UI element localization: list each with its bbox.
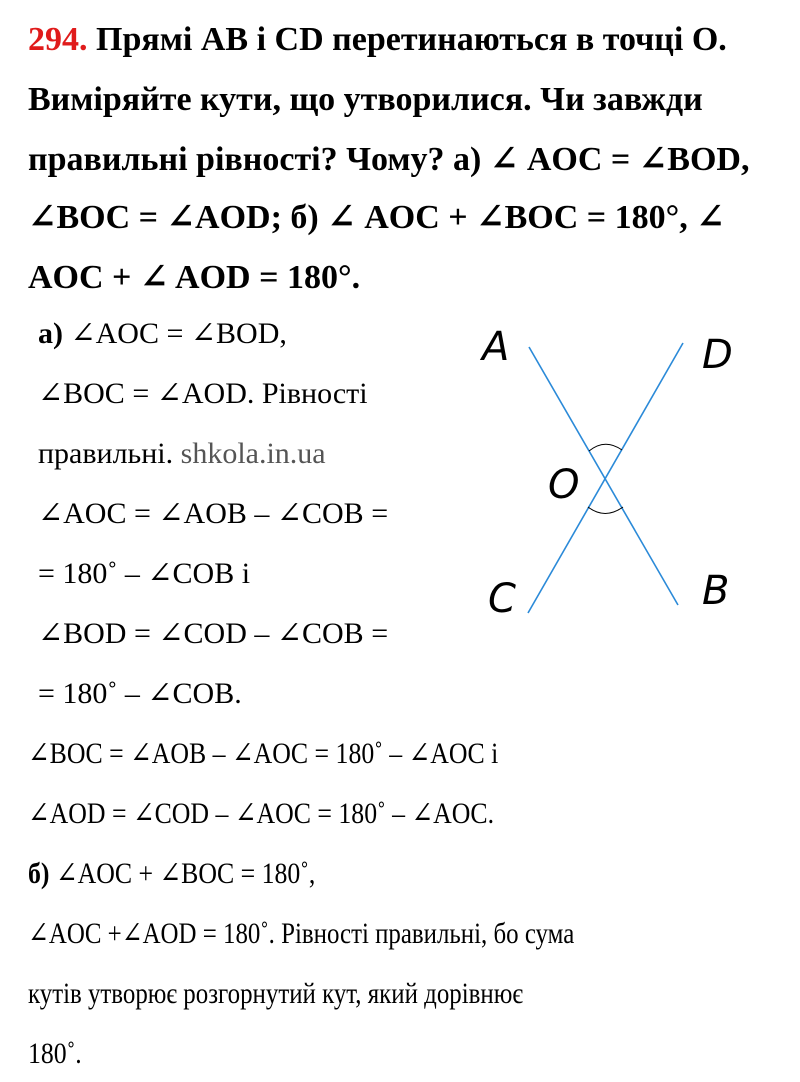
part-b-label: б) — [28, 857, 50, 890]
solution-a-line-6: ∠BOD = ∠COD – ∠COB = — [38, 617, 389, 650]
part-a-text-3: правильні. — [38, 437, 181, 470]
intersecting-lines-diagram — [460, 310, 780, 630]
part-b-text-1: ∠AOC + ∠BOC = 180˚, — [49, 857, 316, 890]
problem-line-3: правильні рівності? Чому? а) ∠ AOC = ∠BOD, — [28, 141, 750, 178]
label-d: D — [702, 332, 733, 378]
solution-a-line-2: ∠BOC = ∠AOD. Рівності — [38, 377, 368, 410]
problem-line-2: Виміряйте кути, що утворилися. Чи завжди — [28, 81, 703, 118]
solution-b-line-1 — [28, 856, 315, 892]
label-b: B — [702, 568, 730, 614]
problem-line-1 — [28, 20, 727, 60]
problem-line-5: AOC + ∠ AOD = 180°. — [28, 259, 361, 296]
label-a: A — [482, 324, 510, 370]
solution-a-line-8: ∠BOC = ∠AOB – ∠AOC = 180˚ – ∠AOC і — [28, 737, 499, 770]
label-c: C — [488, 576, 516, 622]
angle-arc-top — [589, 444, 622, 451]
problem-number: 294. — [28, 21, 88, 58]
solution-b-line-4: 180˚. — [28, 1037, 82, 1070]
solution-a-line-4: ∠AOC = ∠AOB – ∠COB = — [38, 497, 389, 530]
problem-text-1: Прямі AB і CD перетинаються в точці O. — [96, 21, 727, 58]
part-a-label: а) — [38, 317, 63, 350]
solution-a-line-1 — [38, 316, 287, 352]
watermark: shkola.in.ua — [180, 437, 326, 470]
part-a-text-1: ∠AOC = ∠BOD, — [63, 317, 287, 350]
solution-b-line-2: ∠AOC +∠AOD = 180˚. Рівності правильні, бо сума — [28, 917, 575, 950]
label-o: O — [548, 462, 580, 508]
problem-line-4: ∠BOC = ∠AOD; б) ∠ AOC + ∠BOC = 180°, ∠ — [28, 199, 725, 236]
solution-a-line-9: ∠AOD = ∠COD – ∠AOC = 180˚ – ∠AOC. — [28, 797, 495, 830]
solution-a-line-7: = 180˚ – ∠COB. — [38, 677, 242, 710]
solution-a-line-3 — [38, 436, 326, 472]
solution-b-line-3: кутів утворює розгорнутий кут, який дорівнює — [28, 977, 524, 1010]
solution-a-line-5: = 180˚ – ∠COB і — [38, 557, 251, 590]
angle-arc-bottom — [588, 507, 623, 514]
